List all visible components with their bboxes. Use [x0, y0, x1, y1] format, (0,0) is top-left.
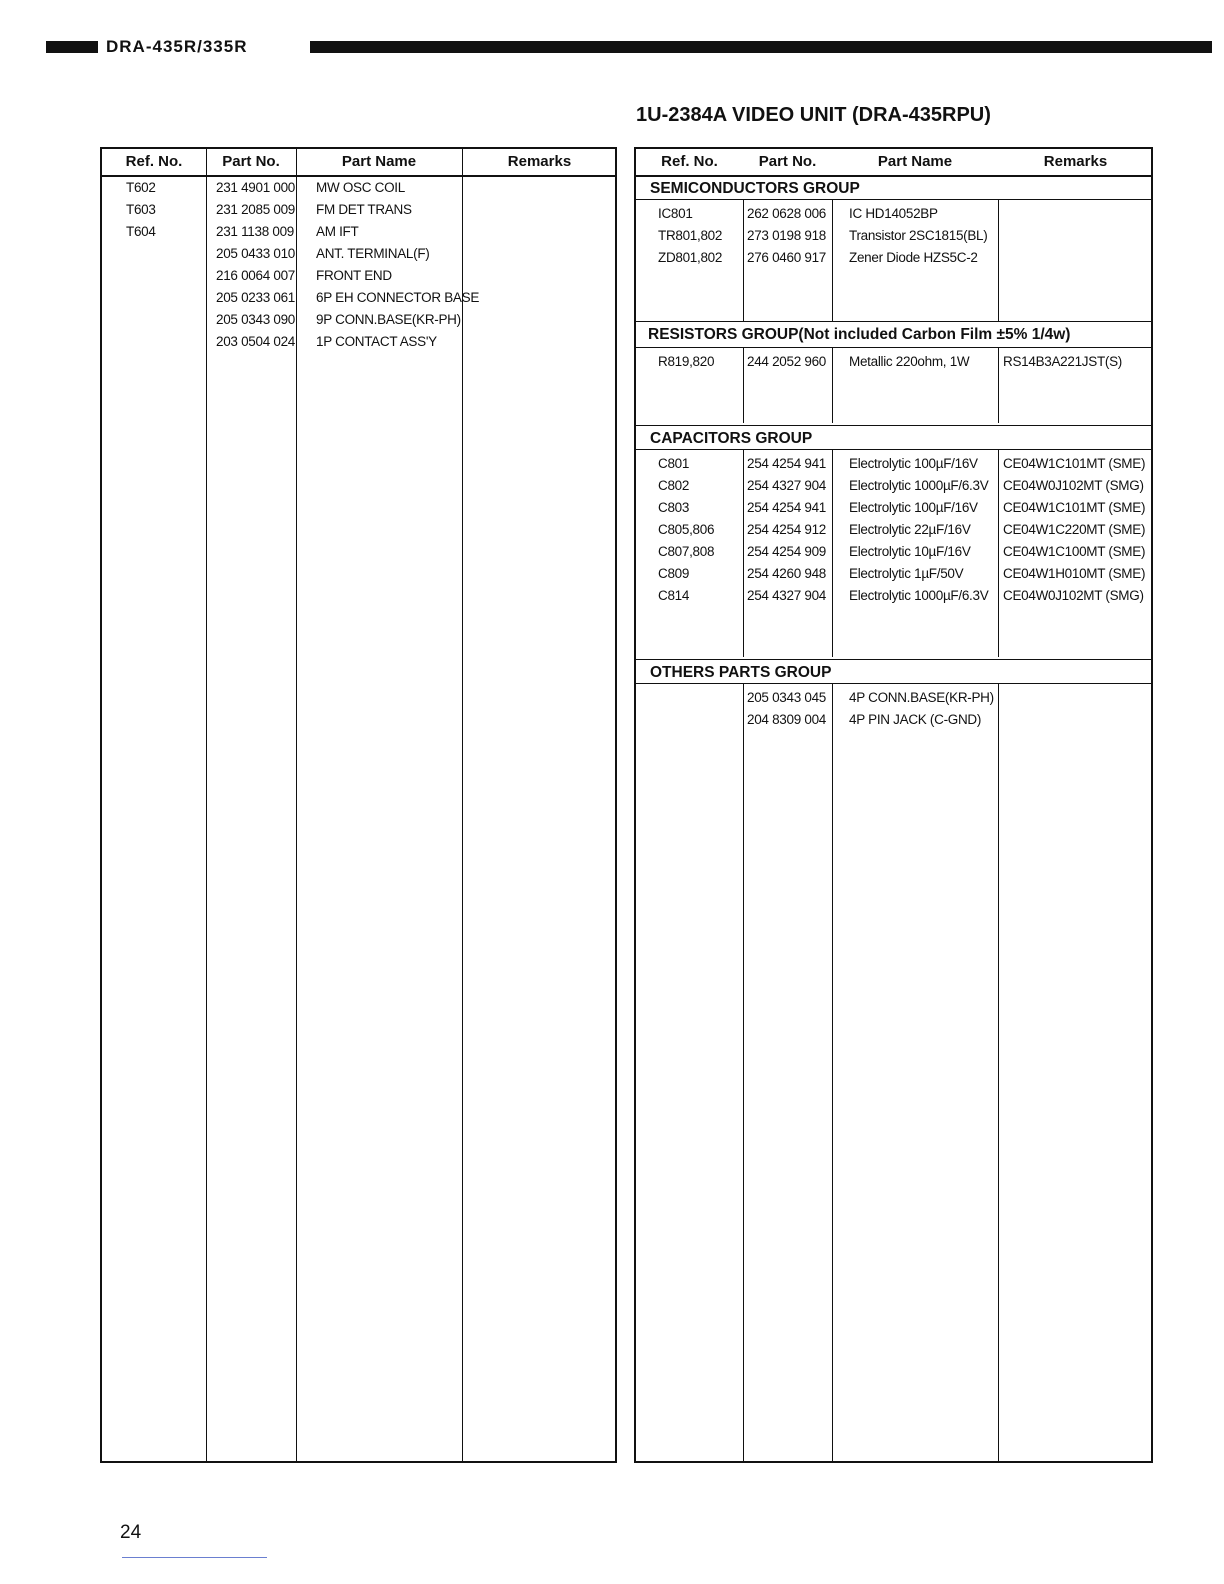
ref-no-cell: ZD801,802 — [658, 250, 723, 265]
right-parts-table — [634, 147, 1153, 1463]
ref-no-cell: C814 — [658, 588, 690, 603]
part-no-cell: 262 0628 006 — [747, 206, 826, 221]
column-divider — [832, 347, 833, 423]
group-title-divider — [636, 199, 1151, 200]
remarks-cell: CE04W1H010MT (SME) — [1003, 566, 1146, 581]
part-name-cell: 1P CONTACT ASS'Y — [316, 334, 437, 349]
part-no-cell: 254 4254 941 — [747, 500, 826, 515]
part-name-cell: Electrolytic 1µF/50V — [849, 566, 964, 581]
left-table-header — [102, 149, 615, 177]
part-no-cell: 203 0504 024 — [216, 334, 295, 349]
part-name-cell: Electrolytic 100µF/16V — [849, 500, 978, 515]
part-no-cell: 244 2052 960 — [747, 354, 826, 369]
column-divider — [998, 347, 999, 423]
part-no-cell: 231 1138 009 — [216, 224, 294, 239]
ref-no-cell: C805,806 — [658, 522, 715, 537]
column-divider — [743, 449, 744, 657]
part-name-cell: Zener Diode HZS5C-2 — [849, 250, 978, 265]
column-divider — [998, 683, 999, 1463]
column-divider — [462, 149, 463, 1461]
group-divider — [636, 321, 1151, 322]
ref-no-cell: T602 — [126, 180, 156, 195]
part-no-cell: 254 4327 904 — [747, 588, 826, 603]
part-no-cell: 254 4254 909 — [747, 544, 826, 559]
ref-no-cell: C803 — [658, 500, 690, 515]
header-bar-right — [310, 41, 1212, 53]
ref-no-cell: T603 — [126, 202, 156, 217]
part-name-cell: AM IFT — [316, 224, 359, 239]
part-name-cell: 4P PIN JACK (C-GND) — [849, 712, 982, 727]
column-divider — [832, 199, 833, 321]
group-title-divider — [636, 449, 1151, 450]
part-no-cell: 273 0198 918 — [747, 228, 826, 243]
part-name-cell: Electrolytic 1000µF/6.3V — [849, 478, 989, 493]
part-name-cell: MW OSC COIL — [316, 180, 405, 195]
column-divider — [743, 347, 744, 423]
column-divider — [743, 199, 744, 321]
part-name-cell: Electrolytic 10µF/16V — [849, 544, 971, 559]
column-header-ref-no: Ref. No. — [661, 153, 718, 170]
part-name-cell: FM DET TRANS — [316, 202, 412, 217]
part-name-cell: 6P EH CONNECTOR BASE — [316, 290, 480, 305]
part-no-cell: 254 4260 948 — [747, 566, 826, 581]
remarks-cell: CE04W1C101MT (SME) — [1003, 456, 1146, 471]
ref-no-cell: TR801,802 — [658, 228, 723, 243]
ref-no-cell: R819,820 — [658, 354, 715, 369]
part-name-cell: 9P CONN.BASE(KR-PH) — [316, 312, 461, 327]
column-header-remarks: Remarks — [1043, 153, 1108, 170]
column-header-part-no: Part No. — [758, 153, 817, 170]
part-name-cell: Metallic 220ohm, 1W — [849, 354, 970, 369]
column-divider — [998, 449, 999, 657]
part-no-cell: 254 4327 904 — [747, 478, 826, 493]
column-header-remarks: Remarks — [507, 153, 572, 170]
column-divider — [743, 683, 744, 1463]
remarks-cell: CE04W1C101MT (SME) — [1003, 500, 1146, 515]
remarks-cell: CE04W1C100MT (SME) — [1003, 544, 1146, 559]
right-table-header — [636, 149, 1151, 177]
part-no-cell: 205 0343 045 — [747, 690, 826, 705]
column-divider — [998, 199, 999, 321]
column-divider — [296, 149, 297, 1461]
header-bar-left — [46, 41, 98, 53]
group-divider — [636, 659, 1151, 660]
group-title-divider — [636, 683, 1151, 684]
part-no-cell: 205 0343 090 — [216, 312, 295, 327]
group-title: CAPACITORS GROUP — [650, 430, 813, 447]
part-name-cell: Electrolytic 1000µF/6.3V — [849, 588, 989, 603]
part-no-cell: 205 0433 010 — [216, 246, 295, 261]
part-no-cell: 276 0460 917 — [747, 250, 826, 265]
part-name-cell: Transistor 2SC1815(BL) — [849, 228, 988, 243]
ref-no-cell: T604 — [126, 224, 156, 239]
group-title-divider — [636, 347, 1151, 348]
part-no-cell: 204 8309 004 — [747, 712, 826, 727]
column-header-ref-no: Ref. No. — [125, 153, 183, 170]
left-parts-table — [100, 147, 617, 1463]
ref-no-cell: C809 — [658, 566, 690, 581]
remarks-cell: CE04W0J102MT (SMG) — [1003, 478, 1144, 493]
group-title: SEMICONDUCTORS GROUP — [650, 180, 860, 197]
part-no-cell: 205 0233 061 — [216, 290, 295, 305]
part-no-cell: 254 4254 941 — [747, 456, 826, 471]
part-no-cell: 216 0064 007 — [216, 268, 295, 283]
part-name-cell: FRONT END — [316, 268, 392, 283]
remarks-cell: CE04W0J102MT (SMG) — [1003, 588, 1144, 603]
column-header-part-no: Part No. — [222, 153, 280, 170]
part-no-cell: 254 4254 912 — [747, 522, 826, 537]
part-name-cell: ANT. TERMINAL(F) — [316, 246, 430, 261]
part-no-cell: 231 4901 000 — [216, 180, 295, 195]
ref-no-cell: IC801 — [658, 206, 693, 221]
ref-no-cell: C802 — [658, 478, 690, 493]
part-name-cell: Electrolytic 22µF/16V — [849, 522, 971, 537]
ref-no-cell: C807,808 — [658, 544, 715, 559]
part-no-cell: 231 2085 009 — [216, 202, 295, 217]
part-name-cell: 4P CONN.BASE(KR-PH) — [849, 690, 994, 705]
model-title: DRA-435R/335R — [106, 37, 248, 56]
group-title: RESISTORS GROUP(Not included Carbon Film ±5% 1/4w) — [648, 326, 1071, 343]
remarks-cell: RS14B3A221JST(S) — [1003, 354, 1123, 369]
group-divider — [636, 425, 1151, 426]
header-bar — [46, 37, 1212, 56]
column-header-part-name: Part Name — [877, 153, 953, 170]
remarks-cell: CE04W1C220MT (SME) — [1003, 522, 1146, 537]
column-divider — [832, 683, 833, 1463]
column-divider — [832, 449, 833, 657]
part-name-cell: Electrolytic 100µF/16V — [849, 456, 978, 471]
column-divider — [206, 149, 207, 1461]
page-number: 24 — [120, 1522, 142, 1543]
column-header-part-name: Part Name — [341, 153, 417, 170]
part-name-cell: IC HD14052BP — [849, 206, 938, 221]
ref-no-cell: C801 — [658, 456, 690, 471]
group-title: OTHERS PARTS GROUP — [650, 664, 832, 681]
unit-title: 1U-2384A VIDEO UNIT (DRA-435RPU) — [636, 104, 991, 126]
footer-rule — [122, 1557, 267, 1558]
